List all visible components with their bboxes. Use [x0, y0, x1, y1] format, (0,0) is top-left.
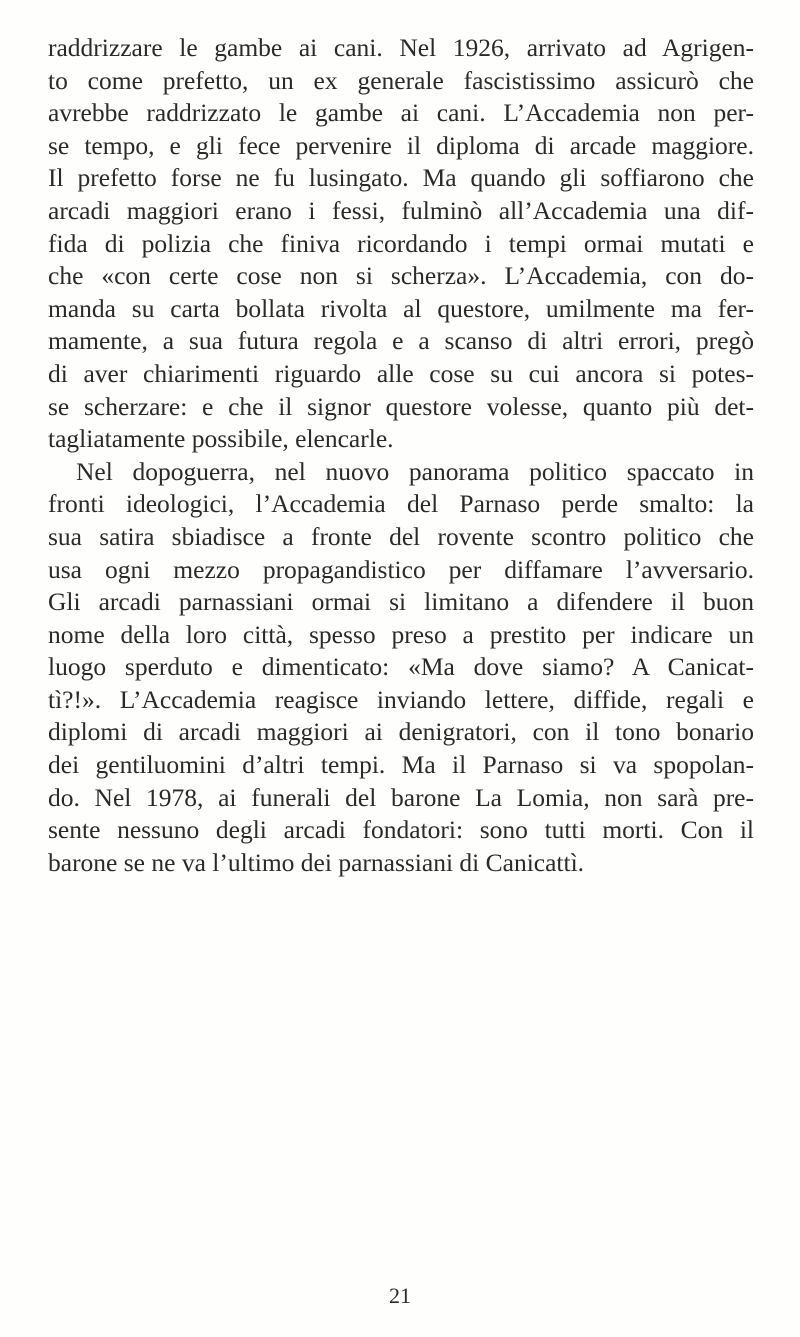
text-line: barone se ne va l’ultimo dei parnassiani di Canicattì.	[48, 847, 585, 877]
text-line: mamente, a sua futura regola e a scanso di altri errori, pregò	[48, 326, 754, 356]
text-line: raddrizzare le gambe ai cani. Nel 1926, arrivato ad Agrigen-	[48, 33, 754, 62]
text-line: to come prefetto, un ex generale fascistissimo assicurò che	[48, 65, 754, 95]
page-number: 21	[389, 1283, 411, 1308]
text-line: do. Nel 1978, ai funerali del barone La Lomia, non sarà pre-	[48, 782, 754, 812]
text-line: luogo sperduto e dimenticato: «Ma dove siamo? A Canicat-	[48, 652, 754, 682]
text-line: se scherzare: e che il signor questore volesse, quanto più det-	[48, 391, 754, 421]
text-line: fida di polizia che finiva ricordando i tempi ormai mutati e	[48, 228, 754, 258]
text-line: Gli arcadi parnassiani ormai si limitano a difendere il buon	[48, 587, 754, 617]
text-line: tagliatamente possibile, elencarle.	[48, 424, 394, 454]
text-line: di aver chiarimenti riguardo alle cose su cui ancora si potes-	[48, 358, 754, 388]
text-line: manda su carta bollata rivolta al questore, umilmente ma fer-	[48, 293, 754, 323]
text-line: tì?!». L’Accademia reagisce inviando lettere, diffide, regali e	[48, 684, 754, 714]
text-line: Il prefetto forse ne fu lusingato. Ma quando gli soffiarono che	[48, 163, 754, 193]
text-line: se tempo, e gli fece pervenire il diploma di arcade maggiore.	[48, 130, 754, 160]
text-line: dei gentiluomini d’altri tempi. Ma il Parnaso si va spopolan-	[48, 750, 754, 780]
paragraph-1	[48, 32, 754, 456]
text-line: avrebbe raddrizzato le gambe ai cani. L’Accademia non per-	[48, 98, 754, 128]
body-text	[48, 32, 754, 879]
text-line: diplomi di arcadi maggiori ai denigratori, con il tono bonario	[48, 717, 754, 747]
text-line: arcadi maggiori erano i fessi, fulminò all’Accademia una dif-	[48, 195, 754, 225]
text-line: fronti ideologici, l’Accademia del Parnaso perde smalto: la	[48, 489, 754, 519]
text-line: sua satira sbiadisce a fronte del rovente scontro politico che	[48, 521, 754, 551]
text-line: sente nessuno degli arcadi fondatori: sono tutti morti. Con il	[48, 815, 754, 845]
paragraph-2	[48, 456, 754, 880]
text-line: che «con certe cose non si scherza». L’Accademia, con do-	[48, 261, 754, 291]
text-line: usa ogni mezzo propagandistico per diffamare l’avversario.	[48, 554, 754, 584]
text-line: nome della loro città, spesso preso a prestito per indicare un	[48, 619, 754, 649]
text-line: Nel dopoguerra, nel nuovo panorama politico spaccato in	[76, 456, 754, 486]
